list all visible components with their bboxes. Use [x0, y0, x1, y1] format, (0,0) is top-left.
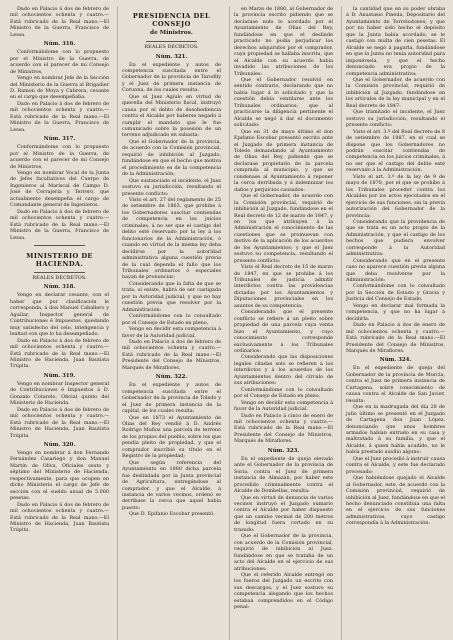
decree-text: Conformándome con lo propuesto por el Ministro de la Guerra, de acuerdo con el parecer de mi Consejo de Ministros, [10, 144, 109, 170]
decree-text: Conformándome con lo propuesto por el Ministro de la Guerra, de acuerdo con el parecer de mi Consejo de Ministros, [10, 49, 109, 75]
decree-text: Que según referencia del Ayuntamiento en 1880 dicha parcela fue deslindada por la Junta provincial de Agricultura, entregándose al comprador, y que el Alcalde, á instancia de varios vecinos, ordenó se derribase la cerca que aquel había puesto: [122, 459, 221, 511]
decree-number: Núm. 323. [267, 447, 300, 454]
decree-text: en Marzo de 1880, al Gobernador de la provincia escrito pidiendo que se declarase nulo lo acordado por el Ayuntamiento de Olias del Rey, fundándose en que el deslinde practicado no podía perjudicar los derechos adquiridos por el comprador, cuya propiedad se hallaba inscrita, que el Alcalde con su acuerdo había invadido las atribuciones de los Tribunales: [234, 6, 333, 77]
decree-text: Que el Gobernador de la provincia, con acuerdo de la Comisión provincial, requirió de inhibición al Juez, fundándose en que se trataba de un acto del Alcalde en el ejercicio de sus atribuciones: [234, 533, 333, 572]
decree-text: Considerando que la falta de que se trata, si existe, habrá de ser castigada por la Autoridad judicial, y que no hay cuestión previa que resolver por la Administración: [122, 280, 221, 313]
column-1 [10, 6, 109, 640]
decree-signature: Dado en Palacio á dos de febrero de mil ochocientos ochenta y cuatro.—Está rubricado de la Real mano.—El Ministro de la Guerra, Francisco de Lessa. [10, 100, 109, 133]
decree-text: Que en 31 de mayo último el don Epifanio Escobar presentó escrito ante el Juzgado de primera instancia de Toledo demandando al Ayuntamiento de Olias del Rey, pidiendo que se declarase propietario de la parcela comprada al municipio, y que se condenase al Ayuntamiento á reponer la cerca derribada y á indemnizar los daños y perjuicios causados: [234, 128, 333, 193]
decree-text: Visto el art. 3.º del Real decreto de 8 de setiembre de 1887, en el cual se dispone que los Gobernadores no podrán suscitar contiendas de competencia en los juicios criminales, á no ser que el castigo del delito esté reservado á la Administración: [346, 128, 445, 174]
decree-text: la cantidad que en su poder obraba á D. Anastasio Pineda, Depositario del Ayuntamiento de Torrelodones; y que por no haber sido hecho el depósito que la Junta había acordado, se le castigó con multa de cien pesetas. El Alcalde se negó á pagarla, fundándose en que la Junta no tenía autoridad para imponérsela, y que el hecho denunciado era propio de la competencia administrativa: [346, 6, 445, 77]
decree-text: Que el referido Alcalde entregó en los fueros del Juzgado un escrito con sus descargos, y el Juez sostuvo su competencia alegando que los hechos estaban comprendidos en el Código penal: [234, 571, 333, 611]
decree-text: En el expediente de queja elevado ante el Gobernador de la provincia de Soria, contra el Juez de primera instancia de Almazán, por haber este procedido criminalmente contra el Alcalde de Dombellas, resulta: [234, 455, 333, 495]
decree-text: Considerando que el presente conflicto se refiere á un pleito sobre propiedad de una parcela cuya venta hizo el Ayuntamiento, y cuyo conocimiento corresponde exclusivamente á los Tribunales ordinarios: [234, 309, 333, 355]
decree-text: Considerando que las disposiciones legales citadas solo se refieren á los interdictos y á los acuerdos de los Ayuntamientos dentro del círculo de sus atribuciones: [234, 354, 333, 387]
decree-text: Conformándome con lo consultado por la Sección de Estado y Gracia y Justicia del Consejo de Estado, [346, 283, 445, 303]
decree-text: Visto el Real decreto de 15 de marzo de 1847, en que se prohibe á los Tribunales de justicia admitir interdictos contra las providencias dictadas por los Ayuntamientos y Diputaciones provinciales en los asuntos de su competencia: [234, 264, 333, 309]
ministry-heading: MINISTERIO DE HACIENDA. [26, 251, 93, 268]
decree-text: Vengo en declarar mal formada la competencia, y que no ha lugar á decidirla. [346, 302, 445, 322]
decree-text: Vengo en decidir esta competencia á favor de la Autoridad judicial. [234, 399, 333, 413]
decree-text: Que tramitado el incidente, el Juez sostuvo su jurisdicción, resultando el presente conflicto: [346, 109, 445, 129]
decree-text: Visto el art. 3.º de la ley de 9 de mayo de 1870, por el que se prohibe á los Tribunales proceder contra los Alcaldes por los actos ejecutados en el ejercicio de sus funciones, sin la previa autorización del Gobernador de la provincia: [346, 173, 445, 219]
decree-text: Vengo en declarar cesante, con el haber que por clasificación le corresponda, á don Manuel Caballero y Aguilar, Inspector general de Contribuciones é Impuestos, quedando muy satisfecho del celo, inteligencia y lealtad con que lo ha desempeñado. [10, 292, 109, 338]
column-4 [341, 6, 445, 640]
decree-text: Dado en Palacio á dos de febrero de mil ochocientos ochenta y cuatro.— Está rubricado de la Real mano.—El Ministro de la Guerra, Francisco de Lessa. [10, 6, 109, 38]
decree-signature: Dado en Palacio á dos de febrero de mil ochocientos ochenta y cuatro.—Está rubricado de la Real mano.—El Ministro de Hacienda, Juan Bautista Trúpita. [10, 406, 109, 439]
column-3 [229, 6, 333, 640]
decree-text: Que D. Epifanio Escobar presentó, [129, 511, 215, 518]
section-divider [34, 272, 85, 273]
decree-text: Que en la madrugada del día 28 de julio último se presentó en el Juzgado de Cartagena don Juan López, denunciando que unos hombres armados habían entrado en su casa y maltratado á su familia, y que el Alcalde, á quien había acudido, no le había prestado auxilio alguno: [346, 404, 445, 456]
decree-text: Que en 1873 el Ayuntamiento de Olias del Rey vendió á D. Andrés Rodrigo Muñoz una parcela de terreno de los propios del pueblo, sobre los que pendía pleito de propiedad, y que el comprador inscribió su título en el Registro de la propiedad; [122, 414, 221, 460]
column-2 [117, 6, 221, 640]
decree-text: Que el Juez Agiulo en virtud de querella del Ministerio fiscal, instruyó causa por el delito de desobediencia contra el Alcalde por haberse negado á cumplir el mandato que le fue comunicado sobre la posesión de un terreno adjudicado en subasta: [122, 93, 221, 139]
decree-number: Núm. 319. [43, 372, 76, 379]
decree-number: Núm. 318. [43, 284, 76, 291]
decree-text: Vengo en decidir esta competencia á favor de la Autoridad judicial. [122, 326, 221, 339]
decree-number: Núm. 321. [155, 53, 188, 60]
decree-number: Núm. 317. [43, 136, 76, 143]
decree-text: Que el Juez procedió á instruir causa contra el Alcalde, y este fue declarado procesado: [346, 455, 445, 475]
decree-number: Núm. 322. [155, 374, 188, 381]
decree-text: En el expediente y autos de competencia suscitada entre el Gobernador de la provincia de Tarodlly y el Juez de primera instancia de Corunna, de los cuales resulta: [122, 61, 221, 94]
decree-text: Considerando que la providencia de que se trata es un acto propio de la Administración, y que el castigo de los hechos que pudiera envolver corresponde á la Autoridad administrativa: [346, 218, 445, 258]
decree-number: Núm. 320. [43, 441, 76, 448]
decree-signature: Dado en Palacio á dos de enero de mil ochocientos ochenta y cuatro.—Está rubricado de la Real mano.—El Presidente del Consejo de Ministros, Marqués de Miraflores. [346, 322, 445, 355]
decree-text: Que en virtud de denuncia de varios vecinos instruyó el Juzgado sumario contra el Alcalde por haber dispuesto que un camino vecinal de 200 metros de longitud fuera cortado en su trazado: [234, 494, 333, 533]
decree-text: Que el Gobernador, de acuerdo con la Comisión provincial, requirió de inhibición al Juzgado, fundándose en los artículos de la ley municipal y en el Real decreto de 1847: [346, 76, 445, 109]
decree-text: En el expediente de queja del Gobernador de la provincia de Murcia, contra el Juez de primera instancia de Cartagena, sobre conocimiento de causa contra el Alcalde de San Javier, resulta: [346, 365, 445, 404]
decree-text: Considerando que en el presente caso no aparece cuestión previa alguna que deba resolverse por la Administración: [346, 257, 445, 284]
decree-text: En el expediente y autos de competencia suscitada entre el Gobernador de la provincia de Toledo y el Juez de primera instancia de la capital, de los cuales resulta: [122, 382, 221, 415]
decree-text: Que el Gobernador, de acuerdo con la Comisión provincial, requirió de inhibición al Juzgado, fundándose en el Real decreto de 12 de marzo de 1847, y en los que atribuyen á la Administración el conocimiento de las cuestiones que se promuevan con motivo de la aplicación de los acuerdos de los Ayuntamientos; y que el Juez sostuvo su competencia, resultando el presente conflicto: [234, 193, 333, 264]
section-divider [146, 41, 197, 42]
decree-text: Conformándome con lo consultado por el Consejo de Estado en pleno, [122, 313, 221, 326]
decree-text: Que habiéndose quejado el Alcalde al Gobernador, este, de acuerdo con la Comisión provincial, requirió de inhibición al Juez, fundándose en que el hecho denunciado constituía una falta en el ejercicio de sus funciones administrativas, cuyo castigo correspondía á la Administración: [346, 475, 445, 527]
section-subheading: REALES DECRETOS. [144, 44, 199, 50]
decree-text: Vengo en nombrar á don Fernando Fernández Casariego y don Manuel Martín de Oliva, Oficiales sexto y séptimo del Ministerio de Hacienda, respectivamente, para que ocupen en dicho Ministerio el cargo de Jefe de sección con el sueldo anual de 5.000 pesetas. [10, 449, 109, 502]
decree-text: Que sustanciado el incidente, el Juez sostuvo su jurisdicción, resultando el presente conflicto: [122, 177, 221, 197]
decree-text: Visto el art. 27 del reglamento de 25 de setiembre de 1863, que prohibe á los Gobernadores suscitar contiendas de competencia en los juicios criminales, á no ser que el castigo del delito esté reservado por la ley á los funcionarios de la Administración, ó cuando en virtud de la misma ley deba decidirse por la autoridad administrativa alguna cuestión previa de la cual dependa el fallo que los Tribunales ordinarios ó especiales hayan de pronunciar; [122, 197, 221, 281]
decree-text: Vengo en nombrar Jefe de la Sección del Ministerio de la Guerra al Brigadier D. Ramon de Moya y Cabrera, cesante en el cargo que desempeñaba. [10, 75, 109, 101]
decree-text: Conformándome con lo consultado por el Consejo de Estado en pleno, [234, 386, 333, 400]
decree-signature: Dado en Palacio á cinco de enero de mil ochocientos ochenta y cuatro.—Está rubricado de la Real mano.—El Presidente del Consejo de Ministros, Marqués de Miraflores. [234, 412, 333, 445]
decree-signature: Dado en Palacio á dos de febrero de mil ochocientos ochenta y cuatro.—Está rubricado de la Real mano.—El Ministro de Hacienda, Juan Bautista Trúpita. [10, 337, 109, 370]
decree-number: Núm. 324. [379, 357, 412, 364]
decree-text: Vengo en nombrar Vocal de la Junta de Jefes facultativos del Cuerpo de Ingenieros al Mariscal de Campo D. José de Cerrajería y Terrero, que actualmente desempeña el cargo de Comandante general de Ingenieros. [10, 169, 109, 209]
decree-signature: Dado en Palacio á dos de febrero de mil ochocientos ochenta y cuatro.—Está rubricado de la Real mano.—El Ministro de la Guerra, Francisco de Lessa. [10, 208, 109, 241]
ministry-subheading: de Ministros. [150, 30, 193, 36]
decree-number: Núm. 316. [43, 41, 76, 48]
section-subheading: REALES DECRETOS. [32, 274, 87, 281]
section-divider [34, 245, 85, 246]
decree-signature: Dado en Palacio á dos de febrero de mil ochocientos ochenta y cuatro.—Está rubricado de la Real mano.—El Ministro de Hacienda, Juan Bautista Trúpita. [10, 501, 109, 534]
decree-text: Vengo en nombrar Inspector general de Contribuciones é Impuestos á D. Gonzalo Cotarelo, Oficial quinto del Ministerio de Hacienda. [10, 380, 109, 407]
decree-signature: Dado en Palacio á dos de febrero de mil ochocientos ochenta y cuatro.—Está rubricado de la Real mano.—El Presidente del Consejo de Ministros, Marqués de Miraflores. [122, 338, 221, 371]
decree-text: Que el Gobernador de la provincia, de acuerdo con la Comisión provincial, requirió de inhibición al Juzgado, fundándose en que el hecho que motiva el procedimiento es de la competencia de la Administración; [122, 138, 221, 178]
decree-text: Que el Gobernador resolvió en sentido contrario, declarando que no había lugar á lo solicitado y que la cuestión debía ventilarse ante los Tribunales ordinarios; que al practicarse la diligencia pertinente el Alcalde se negó á dar el documento solicitado: [234, 76, 333, 129]
ministry-heading: PRESIDENCIA DEL CONSEJO [132, 12, 211, 28]
